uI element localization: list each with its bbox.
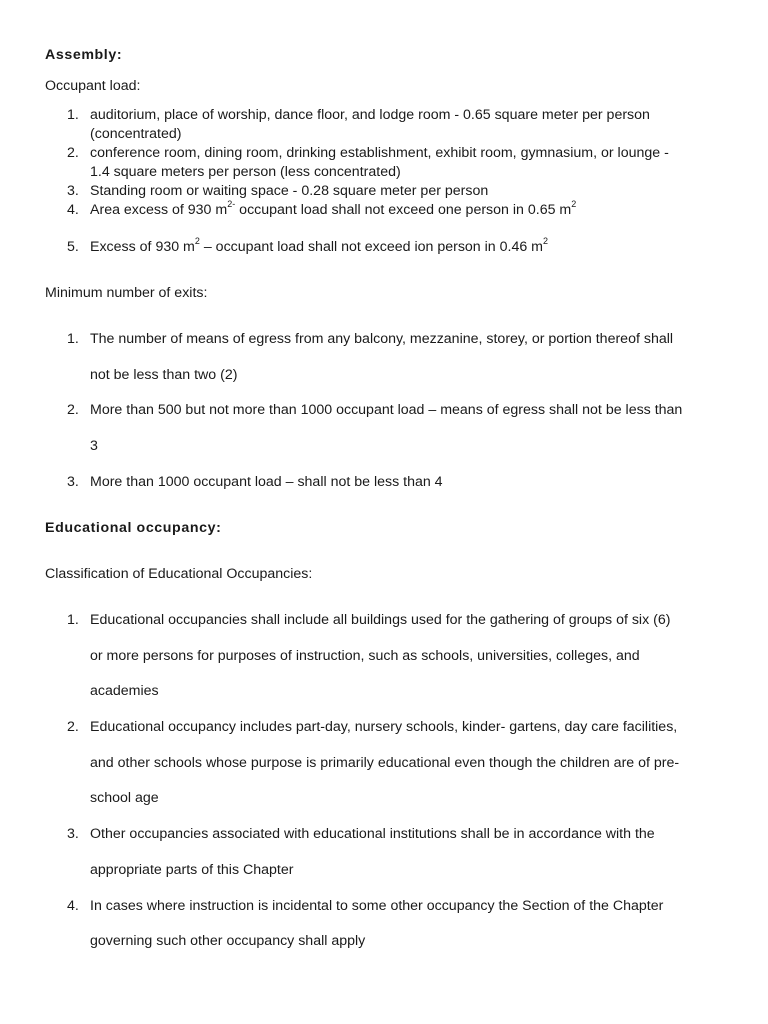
list-item-text: Educational occupancies shall include all buildings used for the gathering of groups of six (6) [90,612,671,628]
list-item-number: 2. [67,145,79,161]
list-item-text: conference room, dining room, drinking establishment, exhibit room, gymnasium, or lounge - [90,145,669,161]
list-item-text: Standing room or waiting space - 0.28 square meter per person [90,183,489,199]
list-item-text: and other schools whose purpose is primarily educational even though the children are of pre- [90,755,680,771]
superscript: 2 [571,199,577,210]
superscript: 2 [543,236,549,247]
list-item-number: 2. [67,402,79,418]
list-item-number: 1. [67,612,79,628]
text-part: occupant load shall not exceed one person in 0.65 m [235,202,572,218]
list-item-text: Other occupancies associated with educational institutions shall be in accordance with the [90,826,655,842]
classification-label: Classification of Educational Occupancies: [45,566,313,582]
list-item-text: 1.4 square meters per person (less concentrated) [90,164,401,180]
list-item-text: More than 500 but not more than 1000 occupant load – means of egress shall not be less than [90,402,683,418]
list-item-text [90,199,577,218]
list-item-text: More than 1000 occupant load – shall not be less than 4 [90,474,443,490]
occupant-load-label: Occupant load: [45,78,141,94]
exits-label: Minimum number of exits: [45,285,208,301]
list-item-number: 3. [67,474,79,490]
list-item-text: (concentrated) [90,126,182,142]
superscript: 2- [227,199,236,210]
list-item-number: 5. [67,239,79,255]
list-item-text: auditorium, place of worship, dance floor, and lodge room - 0.65 square meter per person [90,107,650,123]
assembly-heading: Assembly: [45,47,123,63]
list-item-number: 4. [67,202,79,218]
list-item-number: 4. [67,898,79,914]
list-item-text: The number of means of egress from any balcony, mezzanine, storey, or portion thereof shall [90,331,674,347]
list-item-number: 1. [67,331,79,347]
list-item-text: governing such other occupancy shall apply [90,933,366,949]
list-item-text: or more persons for purposes of instruction, such as schools, universities, colleges, and [90,648,640,664]
list-item-number: 3. [67,183,79,199]
list-item-number: 2. [67,719,79,735]
text-part: Area excess of 930 m [90,202,228,218]
text-part: Excess of 930 m [90,239,195,255]
list-item-text: not be less than two (2) [90,367,238,383]
text-part: – occupant load shall not exceed ion person in 0.46 m [199,239,543,255]
superscript: 2 [194,236,200,247]
list-item-text [90,236,549,255]
list-item-text: academies [90,683,159,699]
list-item-text: Educational occupancy includes part-day, nursery schools, kinder- gartens, day care facilities, [90,719,678,735]
list-item-text: school age [90,790,159,806]
list-item-text: In cases where instruction is incidental to some other occupancy the Section of the Chapter [90,898,664,914]
list-item-text: 3 [90,438,98,454]
list-item-number: 3. [67,826,79,842]
educational-heading: Educational occupancy: [45,520,222,536]
list-item-number: 1. [67,107,79,123]
list-item-text: appropriate parts of this Chapter [90,862,294,878]
